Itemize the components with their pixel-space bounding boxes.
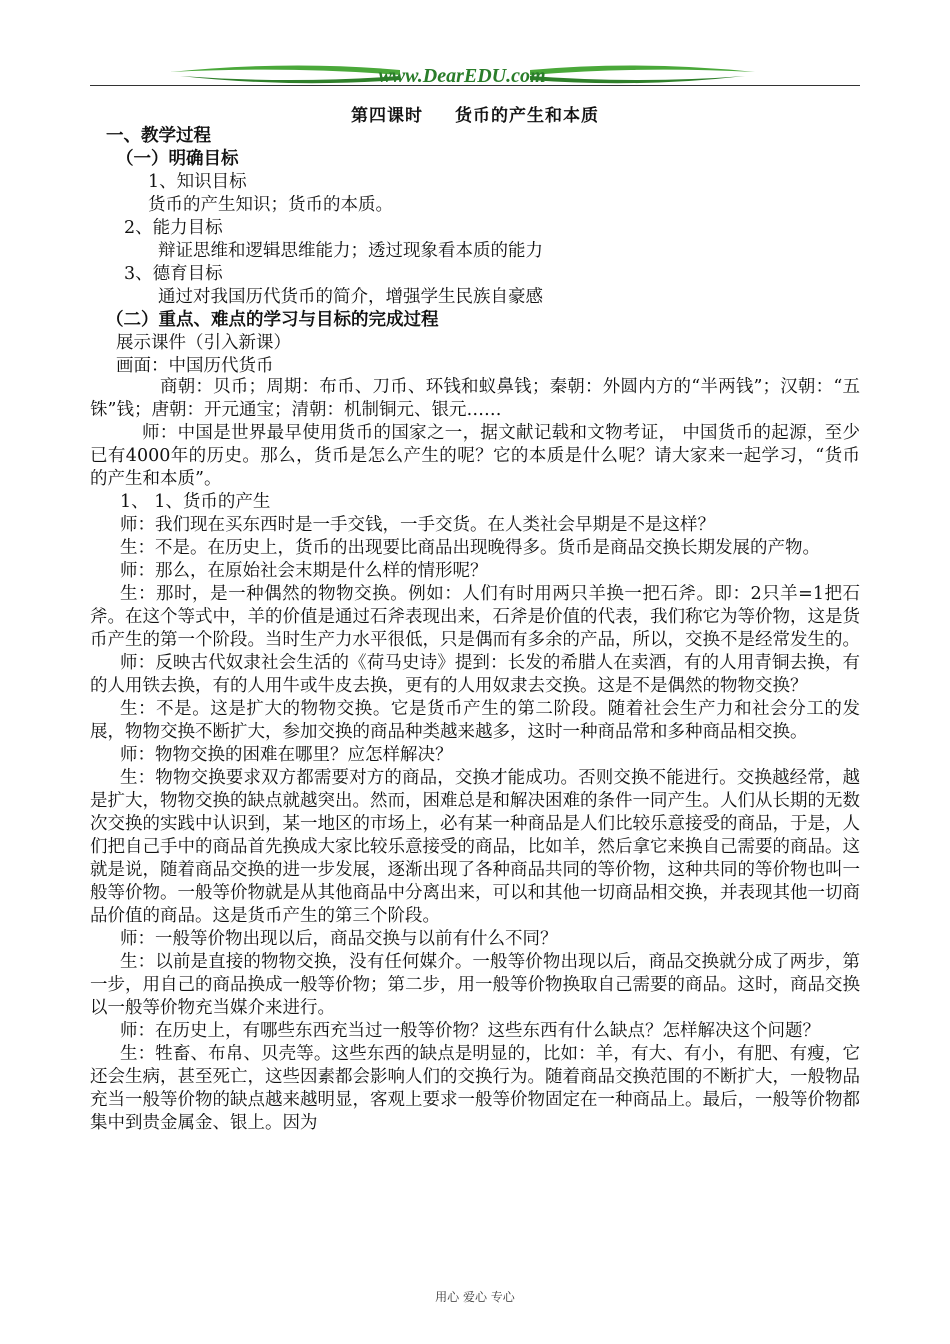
paragraph: 师：在历史上，有哪些东西充当过一般等价物？这些东西有什么缺点？怎样解决这个问题？	[120, 1021, 820, 1041]
paragraph: 师：那么，在原始社会末期是什么样的情形呢？	[120, 561, 488, 581]
page-footer: 用心 爱心 专心	[435, 1290, 515, 1304]
paragraph: 师：反映古代奴隶社会生活的《荷马史诗》提到：长发的希腊人在卖酒，有的人用青铜去换，有的人用铁去换，有的人用牛或牛皮去换，更有的人用奴隶去交换。这是不是偶然的物物交换？	[90, 653, 860, 696]
paragraph: 师：中国是世界最早使用货币的国家之一，据文献记载和文物考证， 中国货币的起源，至少已有4000年的历史。那么，货币是怎么产生的呢？它的本质是什么呢？请大家来一起学习，“货币的产生和本质”。	[90, 423, 860, 489]
logo-text: www.DearEDU.com	[378, 65, 546, 87]
subheading-goals: （一）明确目标	[116, 149, 239, 169]
lesson-body	[90, 376, 860, 1135]
paragraph: 生：不是。这是扩大的物物交换。它是货币产生的第二阶段。随着社会生产力和社会分工的发展，物物交换不断扩大，参加交换的商品种类越来越多，这时一种商品常和多种商品相交换。	[90, 699, 860, 742]
paragraph: 商朝：贝币；周期：布币、刀币、环钱和蚁鼻钱；秦朝：外圆内方的“半两钱”；汉朝：“五铢”钱；唐朝：开元通宝；清朝：机制铜元、银元……	[90, 377, 860, 420]
paragraph: 生：以前是直接的物物交换，没有任何媒介。一般等价物出现以后，商品交换就分成了两步，第一步，用自己的商品换成一般等价物；第二步，用一般等价物换取自己需要的商品。这时，商品交换以一般等价物充当媒介来进行。	[90, 952, 860, 1018]
page-title: 第四课时 货币的产生和本质	[351, 106, 599, 126]
site-logo	[170, 58, 755, 92]
paragraph: 生：不是。在历史上，货币的出现要比商品出现晚得多。货币是商品交换长期发展的产物。	[120, 538, 820, 558]
subheading-process: （二）重点、难点的学习与目标的完成过程	[106, 310, 439, 330]
section-heading-origin: 1、 1、货币的产生	[120, 492, 271, 512]
paragraph: 师：一般等价物出现以后，商品交换与以前有什么不同？	[120, 929, 558, 949]
logo-swoosh-icon	[170, 58, 755, 92]
paragraph: 生：那时，是一种偶然的物物交换。例如：人们有时用两只羊换一把石斧。即：2只羊=1把石斧。在这个等式中，羊的价值是通过石斧表现出来，石斧是价值的代表，我们称它为等价物，这是货币产生的第一个阶段。当时生产力水平很低，只是偶而有多余的产品，所以，交换不是经常发生的。	[90, 584, 860, 650]
header-rule	[90, 85, 860, 86]
paragraph: 生：牲畜、布帛、贝壳等。这些东西的缺点是明显的，比如：羊，有大、有小，有肥、有瘦，它还会生病，甚至死亡，这些因素都会影响人们的交换行为。随着商品交换范围的不断扩大，一般物品充当一般等价物的缺点越来越明显，客观上要求一般等价物固定在一种商品上。最后，一般等价物都集中到贵金属金、银上。因为	[90, 1044, 860, 1133]
goal-knowledge-title: 1、知识目标	[148, 172, 247, 192]
goal-ability-text: 辩证思维和逻辑思维能力；透过现象看本质的能力	[158, 241, 543, 261]
goal-moral-title: 3、德育目标	[124, 264, 223, 284]
paragraph: 师：我们现在买东西时是一手交钱，一手交货。在人类社会早期是不是这样？	[120, 515, 715, 535]
screen-caption: 画面：中国历代货币	[116, 356, 274, 376]
heading-teaching-process: 一、教学过程	[106, 126, 211, 146]
goal-moral-text: 通过对我国历代货币的简介，增强学生民族自豪感	[158, 287, 543, 307]
goal-ability-title: 2、能力目标	[124, 218, 223, 238]
show-courseware: 展示课件（引入新课）	[116, 333, 291, 353]
goal-knowledge-text: 货币的产生知识；货币的本质。	[148, 195, 393, 215]
paragraph: 生：物物交换要求双方都需要对方的商品，交换才能成功。否则交换不能进行。交换越经常，越是扩大，物物交换的缺点就越突出。然而，困难总是和解决困难的条件一同产生。人们从长期的无数次交换的实践中认识到，某一地区的市场上，必有某一种商品是人们比较乐意接受的商品，于是，人们把自己手中的商品首先换成大家比较乐意接受的商品，比如羊，然后拿它来换自己需要的商品。这就是说，随着商品交换的进一步发展，逐渐出现了各种商品共同的等价物，这种共同的等价物也叫一般等价物。一般等价物就是从其他商品中分离出来，可以和其他一切商品相交换，并表现其他一切商品价值的商品。这是货币产生的第三个阶段。	[90, 768, 860, 926]
paragraph: 师：物物交换的困难在哪里？应怎样解决？	[120, 745, 453, 765]
